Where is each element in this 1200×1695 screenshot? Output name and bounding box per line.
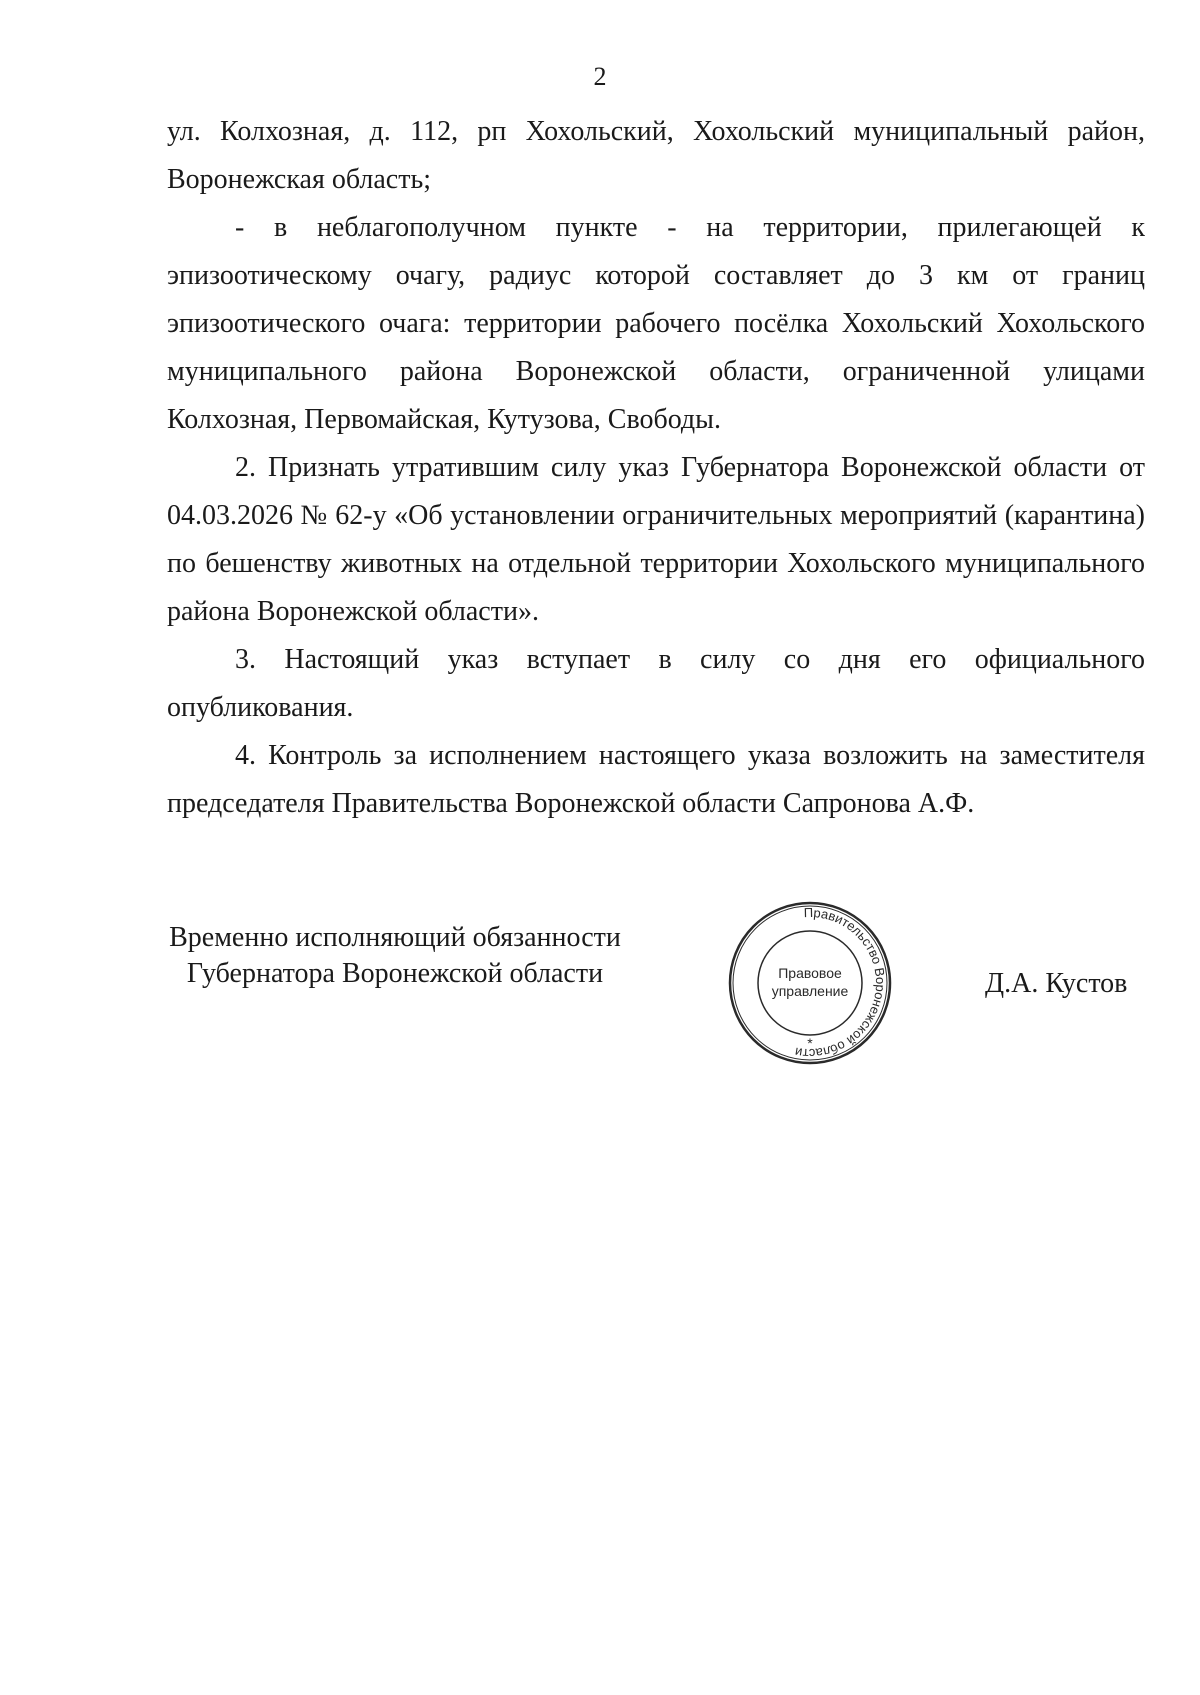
- document-body: [167, 108, 1145, 828]
- stamp-center-line1: Правовое: [778, 965, 842, 981]
- paragraph-item-4: 4. Контроль за исполнением настоящего указа возложить на заместителя председателя Правительства Воронежской области Сапронова А.Ф.: [167, 740, 1145, 819]
- paragraph-unsafe-zone: - в неблагополучном пункте - на территории, прилегающей к эпизоотическому очагу, радиус которой составляет до 3 км от границ эпизоотического очага: территории рабочего посёлка Хохольский Хохольского муниципального района Воронежской области, ограниченной улицами Колхозная, Первомайская, Кутузова, Свободы.: [167, 212, 1145, 435]
- stamp-seal-icon: [725, 898, 895, 1068]
- paragraph-item-2: 2. Признать утратившим силу указ Губернатора Воронежской области от 04.03.2026 № 62-у «Об установлении ограничительных мероприятий (карантина) по бешенству животных на отдельной территории Хохольского муниципального района Воронежской области».: [167, 452, 1145, 627]
- signer-name: Д.А. Кустов: [985, 968, 1128, 999]
- paragraph-item-3: 3. Настоящий указ вступает в силу со дня его официального опубликования.: [167, 644, 1145, 723]
- signer-title: [160, 920, 630, 992]
- official-stamp: [725, 898, 895, 1068]
- page-number: 2: [593, 62, 607, 91]
- signer-title-line2: Губернатора Воронежской области: [186, 958, 604, 989]
- signer-title-line1: Временно исполняющий обязанности: [169, 922, 621, 953]
- stamp-center-line2: управление: [771, 983, 849, 999]
- stamp-star: *: [807, 1035, 813, 1051]
- paragraph-address: ул. Колхозная, д. 112, рп Хохольский, Хохольский муниципальный район, Воронежская область;: [167, 116, 1145, 195]
- stamp-ring-textpath: Правительство Воронежской области: [793, 904, 889, 1062]
